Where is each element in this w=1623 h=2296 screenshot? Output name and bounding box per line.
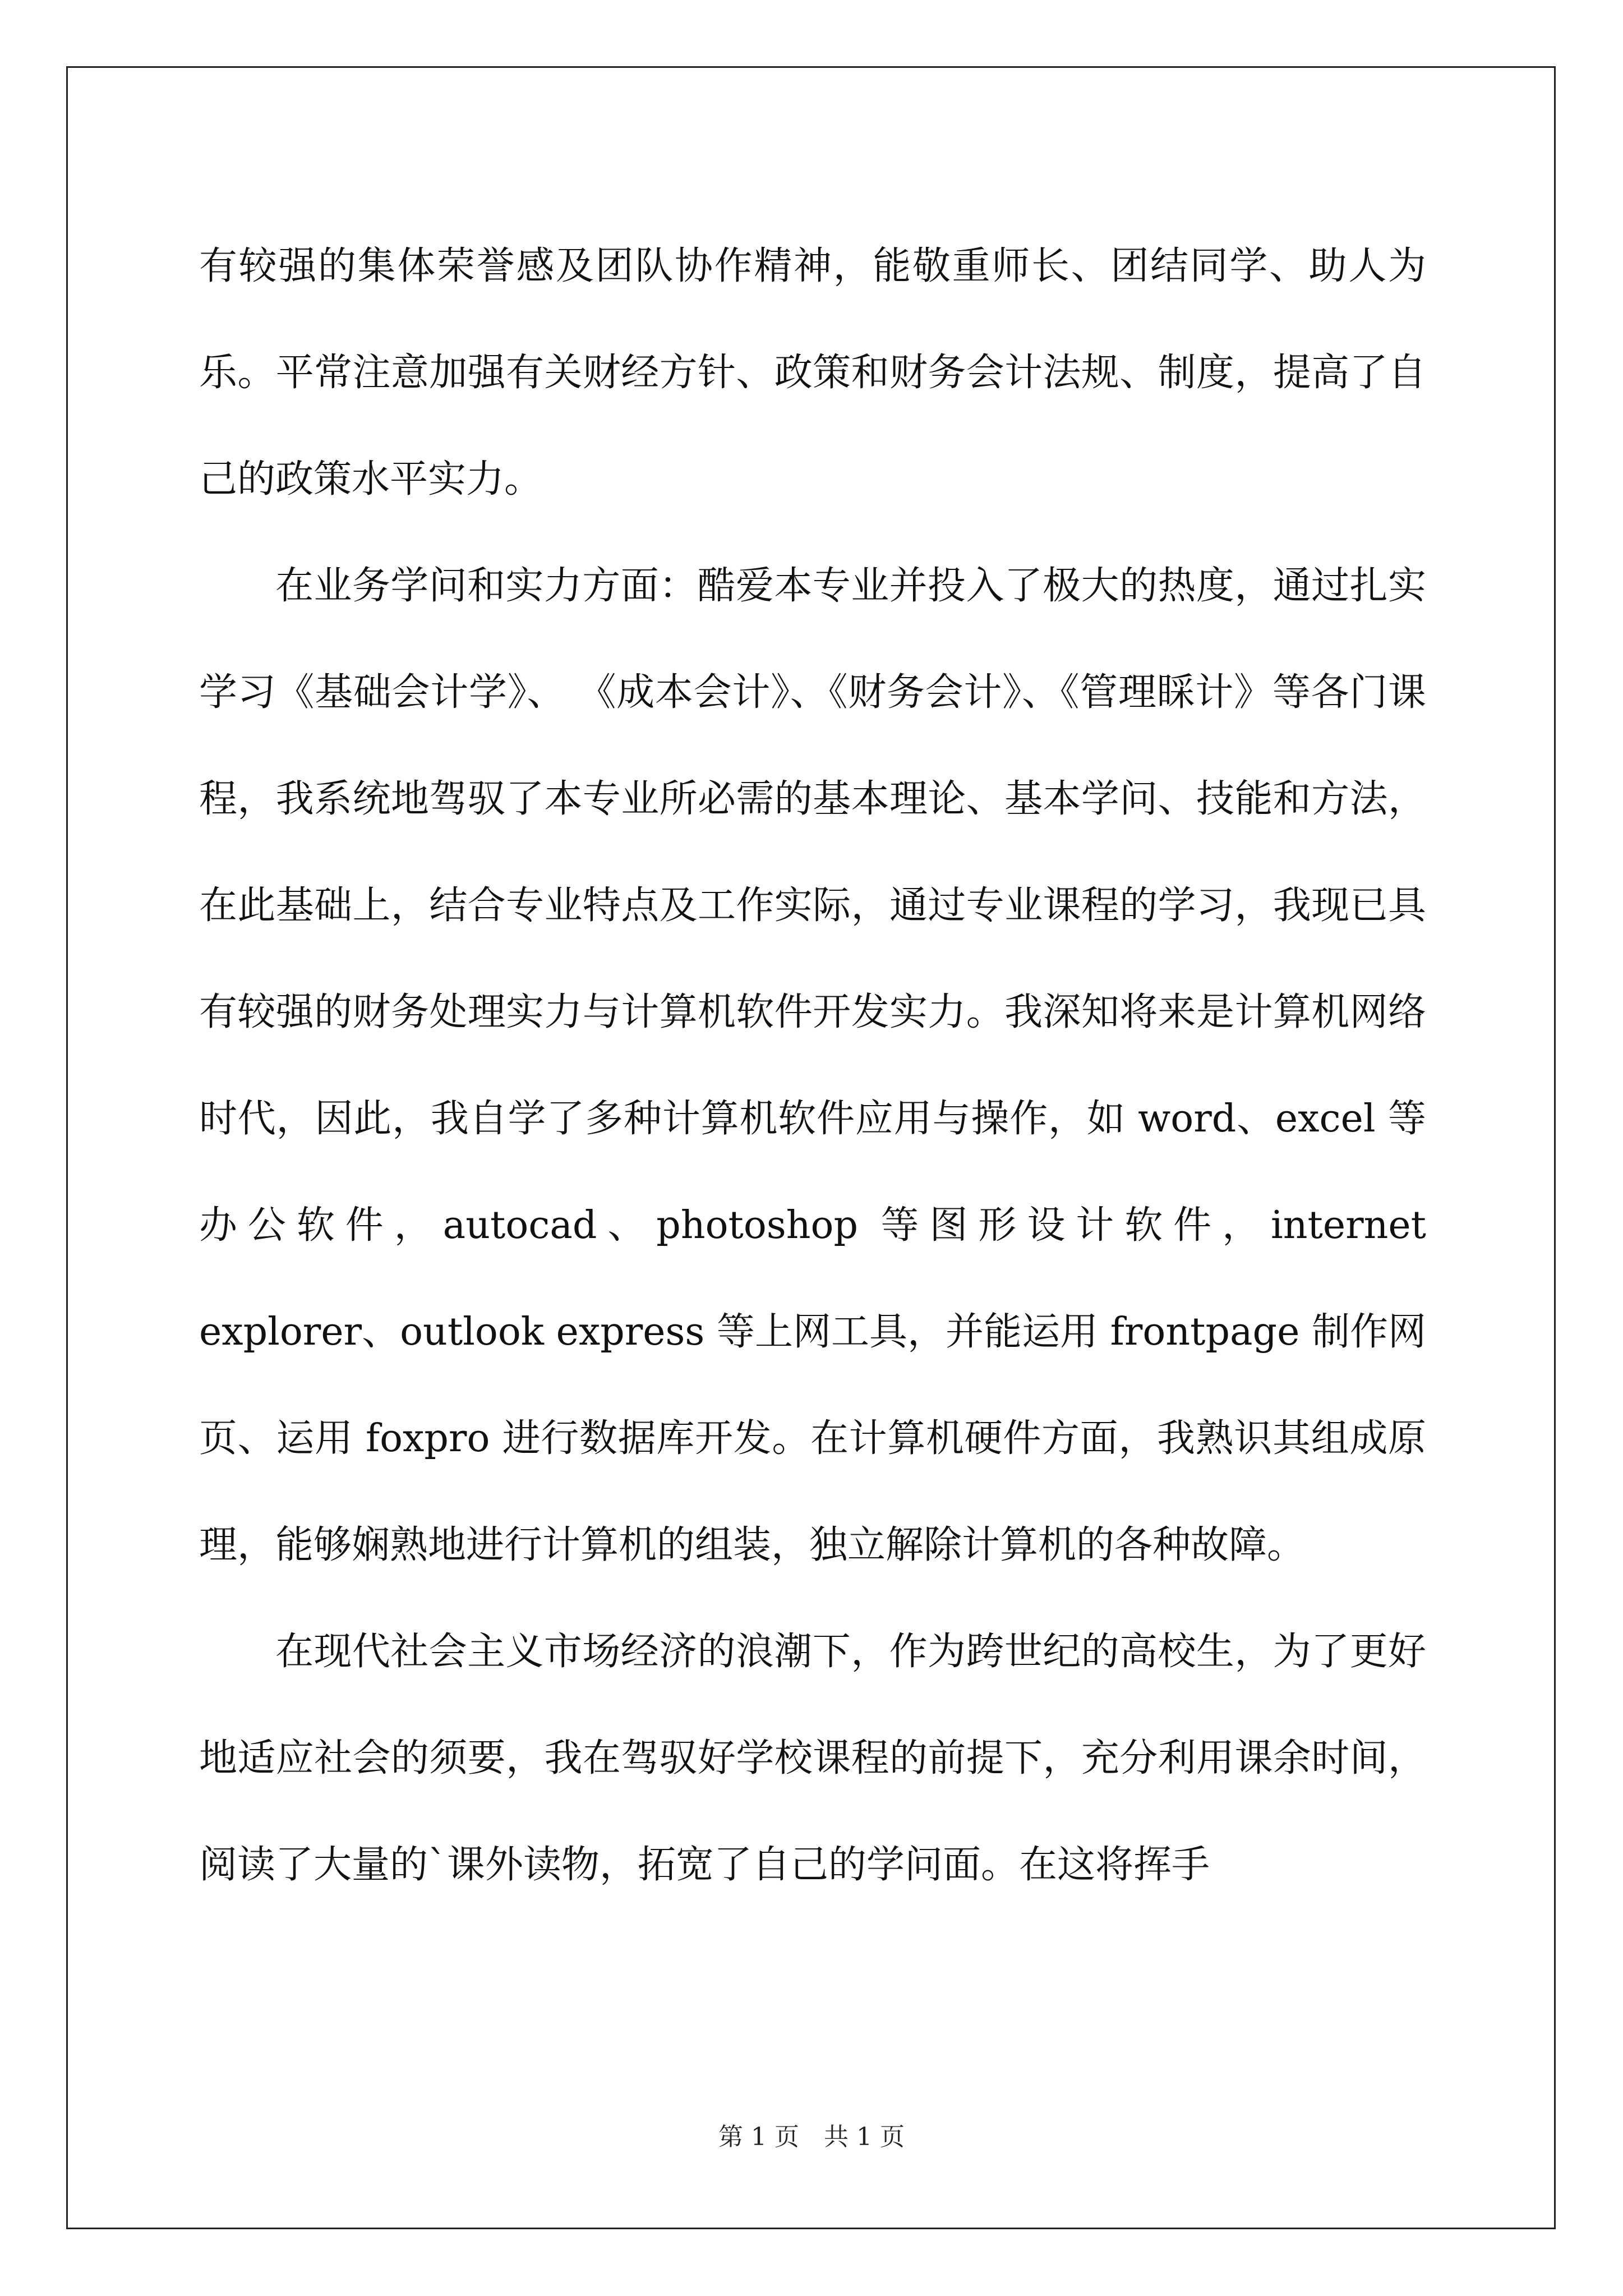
page-number: 第 1 页 共 1 页 (718, 2123, 905, 2151)
paragraph-2: 在业务学问和实力方面：酷爱本专业并投入了极大的热度，通过扎实学习《基础会计学》、 《成本会计》、《财务会计》、《管理睬计》等各门课程，我系统地驾驭了本专业所必需的基本理论、基本学问、技能和方法，在此基础上，结合专业特点及工作实际，通过专业课程的学习，我现已具有较强的财务处理实力与计算机软件开发实力。我深知将来是计算机网络时代，因此，我自学了多种计算机软件应用与操作，如 word、excel 等办公软件，autocad、photoshop 等图形设计软件，internet explorer、outlook express 等上网工具，并能运用 frontpage 制作网页、运用 foxpro 进行数据库开发。在计算机硬件方面，我熟识其组成原理，能够娴熟地进行计算机的组装，独立解除计算机的各种故障。 (199, 564, 1426, 1567)
paragraph-3: 在现代社会主义市场经济的浪潮下，作为跨世纪的高校生，为了更好地适应社会的须要，我在驾驭好学校课程的前提下，充分利用课余时间，阅读了大量的`课外读物，拓宽了自己的学问面。在这将挥手 (199, 1630, 1426, 1887)
paragraph-1: 有较强的集体荣誉感及团队协作精神，能敬重师长、团结同学、助人为乐。平常注意加强有关财经方针、政策和财务会计法规、制度，提高了自己的政策水平实力。 (199, 244, 1426, 501)
document-body (199, 213, 1426, 1918)
